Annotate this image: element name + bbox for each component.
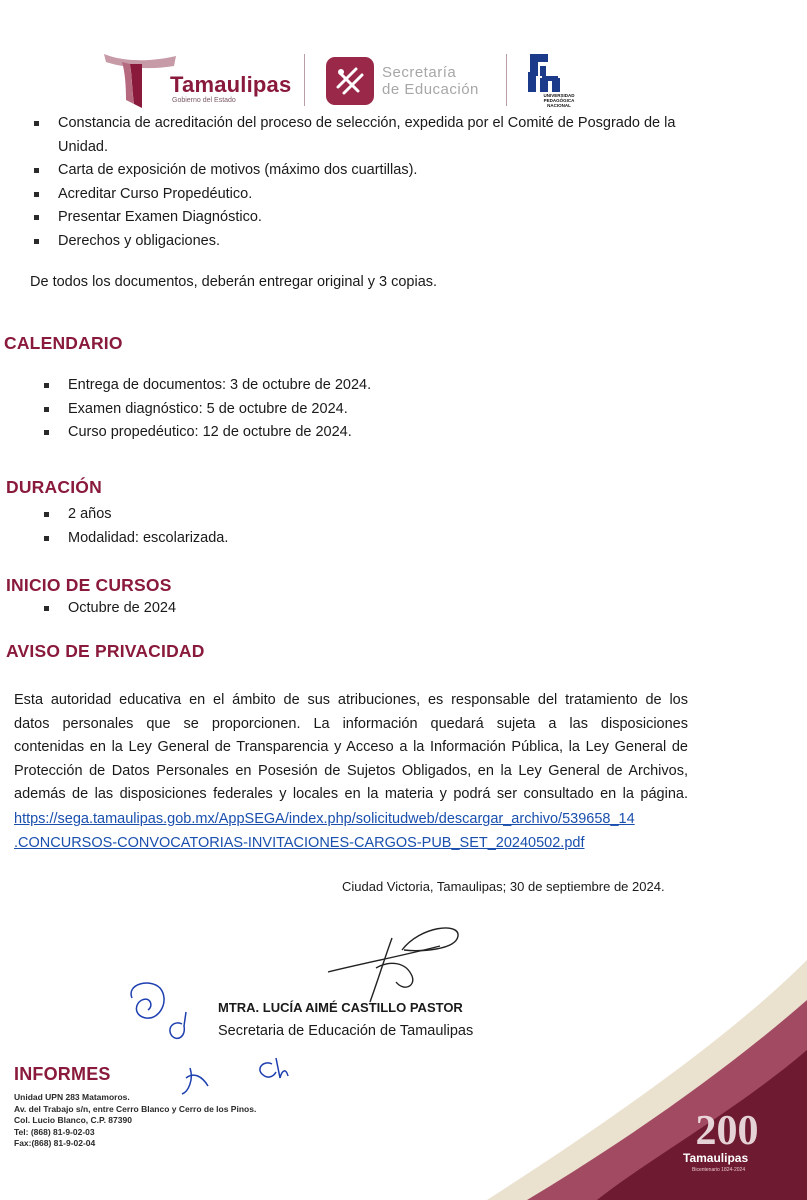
contact-line: Unidad UPN 283 Matamoros. [14, 1092, 130, 1102]
duracion-heading: DURACIÓN [6, 477, 102, 497]
privacy-link-line-2[interactable]: .CONCURSOS-CONVOCATORIAS-INVITACIONES-CARGOS-PUB_SET_20240502.pdf [14, 834, 585, 851]
state-subtitle: Gobierno del Estado [172, 97, 236, 104]
contact-block [14, 1092, 256, 1150]
inicio-heading: INICIO DE CURSOS [6, 575, 172, 595]
copies-note: De todos los documentos, deberán entregar original y 3 copias. [30, 274, 438, 290]
tamaulipas-t-logo-icon [100, 50, 180, 112]
upn-line-1: UNIVERSIDAD [543, 93, 575, 98]
bicentenario-logo [680, 1104, 774, 1150]
bicentenario-subtitle: Bicentenario 1824-2024 [692, 1167, 746, 1173]
informes-heading: INFORMES [14, 1064, 111, 1084]
privacy-link[interactable] [14, 808, 635, 855]
secretaria-line-2: de Educación [382, 81, 479, 98]
list-item: Curso propedéutico: 12 de octubre de 2024. [40, 421, 540, 445]
list-item: Carta de exposición de motivos (máximo dos cuartillas). [30, 159, 720, 183]
privacy-line: datos personales que se proporcionen. La información quedará sujeta a las disposiciones [14, 715, 688, 732]
list-item: Presentar Examen Diagnóstico. [30, 206, 720, 230]
upn-line-2: PEDAGÓGICA [543, 98, 575, 103]
state-name: Tamaulipas [170, 72, 292, 97]
privacidad-heading: AVISO DE PRIVACIDAD [6, 641, 205, 661]
privacy-paragraph [14, 689, 688, 807]
upn-line-3: NACIONAL [547, 103, 571, 108]
upn-name [520, 93, 598, 108]
signer-role: Secretaria de Educación de Tamaulipas [218, 1023, 474, 1039]
bicentenario-graphic-icon [680, 1104, 774, 1150]
calendario-heading: CALENDARIO [4, 333, 123, 353]
contact-line: Col. Lucio Blanco, C.P. 87390 [14, 1115, 132, 1125]
list-item: Modalidad: escolarizada. [40, 527, 540, 551]
list-item: Examen diagnóstico: 5 de octubre de 2024. [40, 398, 540, 422]
list-item: Entrega de documentos: 3 de octubre de 2024. [40, 374, 540, 398]
list-item: Acreditar Curso Propedéutico. [30, 183, 720, 207]
calendario-list [40, 374, 540, 445]
handwritten-signature-icon [300, 920, 470, 1010]
contact-line: Fax:(868) 81-9-02-04 [14, 1138, 96, 1148]
privacy-line: Protección de Datos Personales en Posesión de Sujetos Obligados, en la Ley General de Archivos, [14, 762, 688, 779]
secretaria-logo-icon [326, 57, 374, 105]
initials-scribble-icon [120, 976, 290, 1106]
secretaria-title [382, 64, 479, 98]
privacy-line: además de las disposiciones federales y locales en la materia y podrá ser consultado en la página. [14, 786, 688, 802]
privacy-line: Esta autoridad educativa en el ámbito de sus atribuciones, es responsable del tratamiento de los [14, 692, 688, 708]
bicentenario-name: Tamaulipas [683, 1151, 749, 1165]
duracion-list [40, 503, 540, 550]
corner-decoration [487, 960, 807, 1200]
contact-line: Tel: (868) 81-9-02-03 [14, 1126, 95, 1137]
date-line: Ciudad Victoria, Tamaulipas; 30 de septiembre de 2024. [342, 879, 665, 894]
privacy-line: contenidas en la Ley General de Transparencia y Acceso a la Información Pública, la Ley General de [14, 739, 688, 755]
header-divider-2 [506, 54, 507, 106]
requirements-list [30, 112, 720, 253]
list-item: Derechos y obligaciones. [30, 230, 720, 254]
list-item: Octubre de 2024 [40, 597, 540, 621]
header-divider [304, 54, 305, 106]
secretaria-line-1: Secretaría [382, 64, 457, 81]
inicio-list [40, 597, 540, 621]
list-item: 2 años [40, 503, 540, 527]
privacy-link-line-1[interactable]: https://sega.tamaulipas.gob.mx/AppSEGA/index.php/solicitudweb/descargar_archivo/539658_14 [14, 811, 635, 827]
bicentenario-number: 200 [695, 1108, 759, 1150]
contact-line: Av. del Trabajo s/n, entre Cerro Blanco y Cerro de los Pinos. [14, 1103, 257, 1114]
signer-name: MTRA. LUCÍA AIMÉ CASTILLO PASTOR [218, 1000, 463, 1015]
list-item: Constancia de acreditación del proceso de selección, expedida por el Comité de Posgrado de la Unidad. [30, 112, 720, 159]
